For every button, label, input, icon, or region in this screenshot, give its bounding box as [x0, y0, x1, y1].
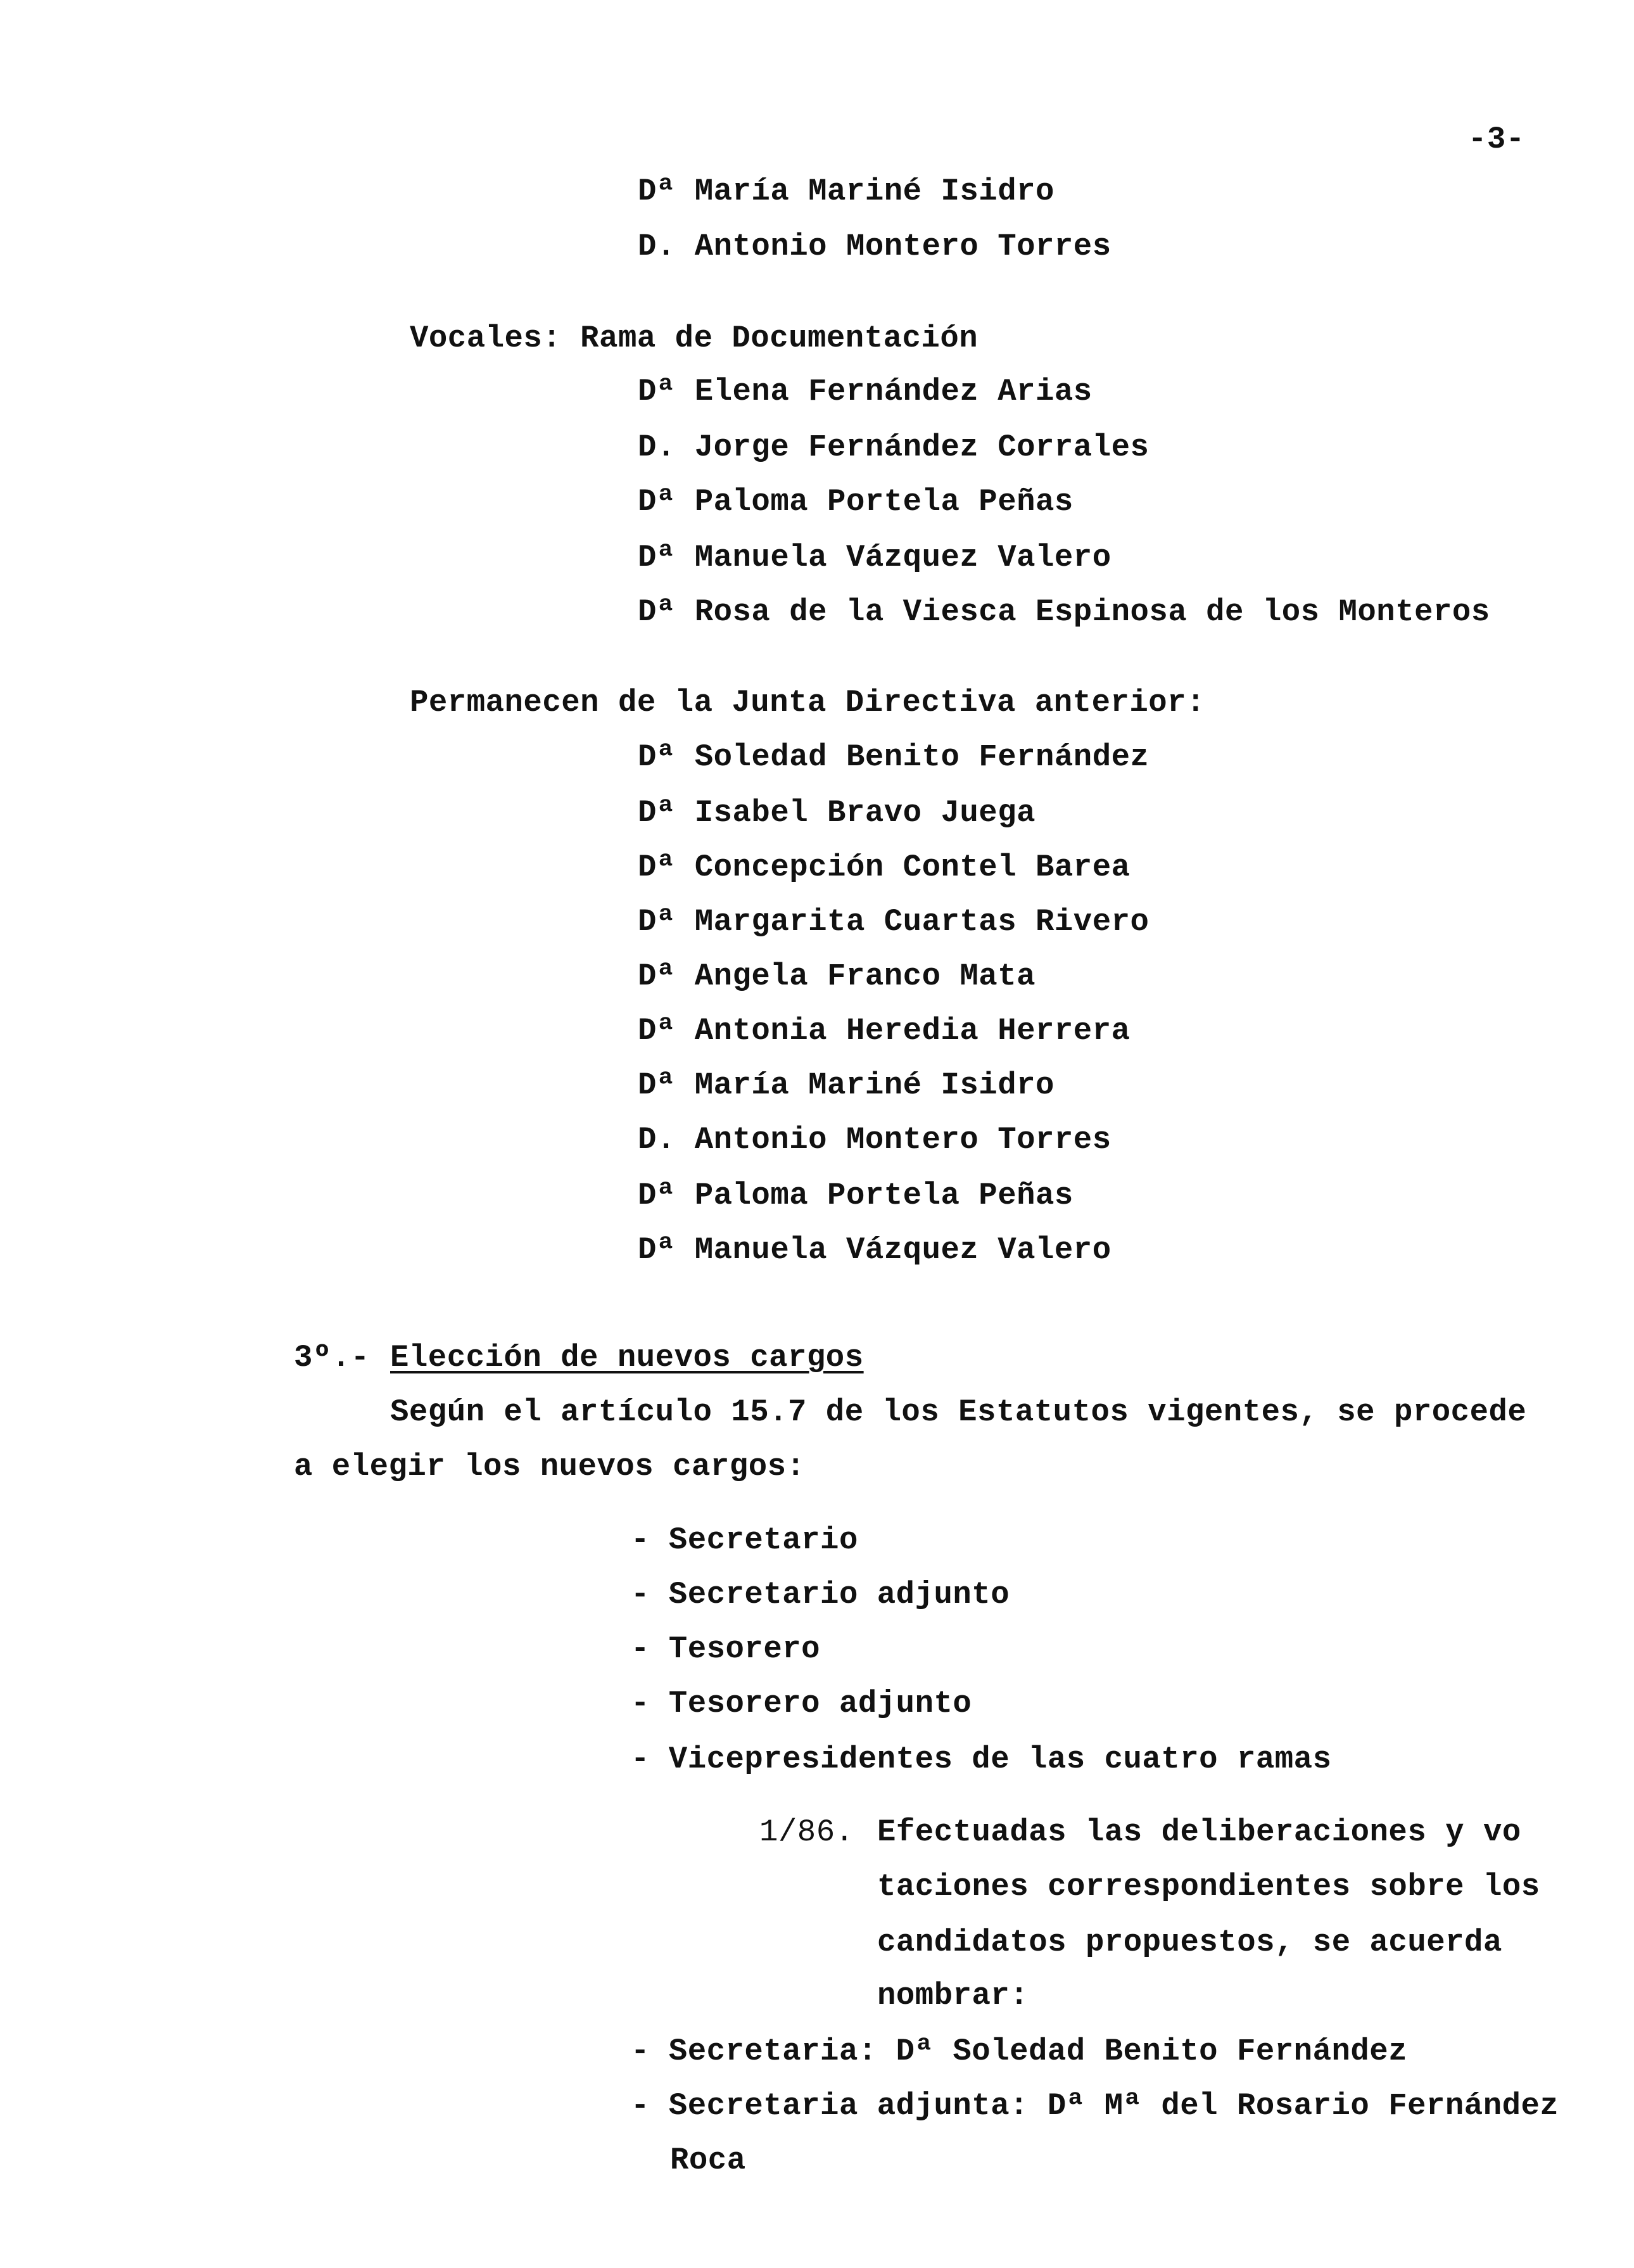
acuerdo-line: Efectuadas las deliberaciones y vo	[877, 1814, 1521, 1850]
list-item: Dª Manuela Vázquez Valero	[638, 1232, 1112, 1268]
page-number: -3-	[1468, 122, 1525, 157]
list-item: Dª Rosa de la Viesca Espinosa de los Monteros	[638, 594, 1490, 630]
list-item: Dª María Mariné Isidro	[638, 174, 1054, 209]
permanecen-heading: Permanecen de la Junta Directiva anterior:	[410, 685, 1206, 720]
cargo-item: - Vicepresidentes de las cuatro ramas	[631, 1742, 1332, 1777]
list-item: D. Antonio Montero Torres	[638, 229, 1112, 264]
list-item: Dª Soledad Benito Fernández	[638, 739, 1150, 775]
list-item: Dª Margarita Cuartas Rivero	[638, 904, 1150, 940]
list-item: D. Jorge Fernández Corrales	[638, 430, 1150, 465]
cargo-item: - Tesorero	[631, 1631, 821, 1667]
vocales-heading: Vocales: Rama de Documentación	[410, 321, 978, 356]
list-item: Dª Concepción Contel Barea	[638, 850, 1130, 885]
acuerdo-line: nombrar:	[877, 1978, 1029, 2013]
list-item: Dª Paloma Portela Peñas	[638, 1178, 1074, 1213]
section-title: Elección de nuevos cargos	[390, 1340, 864, 1375]
nombramiento-item: - Secretaria: Dª Soledad Benito Fernández	[631, 2034, 1408, 2069]
intro-line: a elegir los nuevos cargos:	[294, 1449, 806, 1484]
acuerdo-number: 1/86.	[759, 1814, 854, 1850]
list-item: Dª Angela Franco Mata	[638, 959, 1036, 994]
list-item: D. Antonio Montero Torres	[638, 1122, 1112, 1157]
intro-line: Según el artículo 15.7 de los Estatutos vigentes, se procede	[390, 1394, 1527, 1430]
cargo-item: - Secretario adjunto	[631, 1577, 1010, 1612]
list-item: Dª Manuela Vázquez Valero	[638, 540, 1112, 575]
cargo-item: - Secretario	[631, 1522, 858, 1558]
section-number: 3º.-	[294, 1340, 370, 1375]
cargo-item: - Tesorero adjunto	[631, 1686, 972, 1721]
list-item: Dª Antonia Heredia Herrera	[638, 1013, 1130, 1048]
list-item: Dª Isabel Bravo Juega	[638, 795, 1036, 831]
acuerdo-line: taciones correspondientes sobre los	[877, 1869, 1540, 1904]
acuerdo-line: candidatos propuestos, se acuerda	[877, 1925, 1502, 1960]
list-item: Dª María Mariné Isidro	[638, 1067, 1054, 1103]
list-item: Dª Elena Fernández Arias	[638, 374, 1092, 409]
list-item: Dª Paloma Portela Peñas	[638, 484, 1074, 519]
nombramiento-item: - Secretaria adjunta: Dª Mª del Rosario Fernández	[631, 2088, 1559, 2124]
nombramiento-item: Roca	[670, 2143, 746, 2178]
